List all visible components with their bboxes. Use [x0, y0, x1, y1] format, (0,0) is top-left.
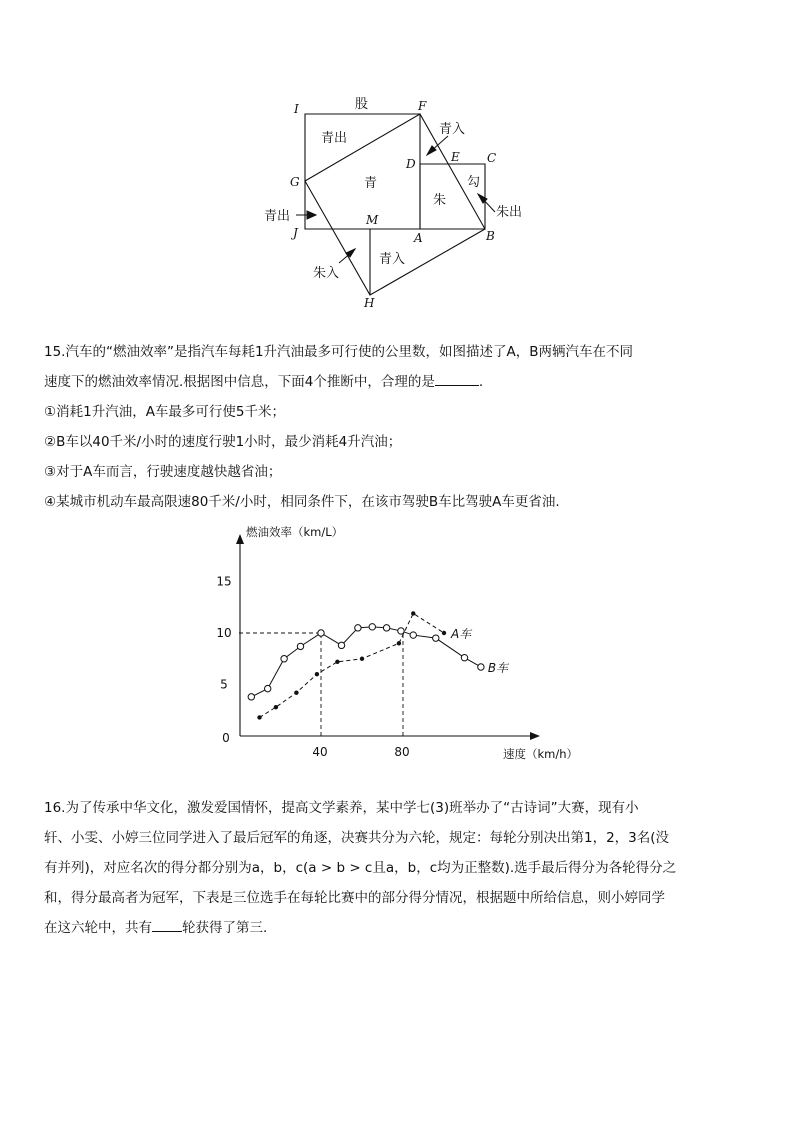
data-point: [281, 656, 287, 662]
y-tick-label: 15: [216, 574, 232, 589]
point-label-c: C: [487, 151, 497, 165]
data-point: [265, 685, 271, 691]
q15-option-3: ③对于A车而言，行驶速度越快越省油；: [44, 464, 282, 480]
point-label-h: H: [364, 296, 375, 310]
label-qingchu-top: 青出: [321, 131, 348, 146]
x-tick-label: 80: [394, 745, 410, 759]
data-point: [383, 625, 389, 631]
series-label: A车: [451, 627, 472, 641]
point-label-e: E: [451, 150, 460, 164]
y-axis-arrow: [236, 534, 244, 544]
series-line: [260, 613, 445, 717]
x-tick-label: 40: [312, 745, 328, 759]
data-point: [355, 625, 361, 631]
q16-line5: [44, 913, 744, 943]
point-label-j: J: [293, 226, 298, 240]
data-point: [398, 628, 404, 634]
q16-line4: 和，得分最高者为冠军，下表是三位选手在每轮比赛中的部分得分情况，根据题中所给信息，则小婷同学: [44, 890, 665, 906]
answer-blank[interactable]: [152, 917, 182, 932]
y-tick-label: 5: [220, 677, 228, 692]
q15-option-2: ②B车以40千米/小时的速度行驶1小时，最少消耗4升汽油；: [44, 434, 402, 450]
question-16: [44, 793, 744, 943]
q15-option-1: ①消耗1升汽油，A车最多可行使5千米；: [44, 404, 286, 420]
label-qingru-bottom: 青入: [379, 252, 406, 267]
point-label-g: G: [290, 175, 300, 189]
data-point: [297, 643, 303, 649]
y-axis-label: 燃油效率（km/L）: [246, 525, 344, 539]
data-point: [442, 631, 446, 635]
data-point: [335, 660, 339, 664]
arrow-head: [307, 211, 316, 219]
series-label: B车: [487, 660, 509, 675]
data-point: [315, 672, 319, 676]
origin-label: 0: [222, 731, 230, 745]
point-label-m: M: [366, 213, 379, 227]
label-zhuru: 朱入: [313, 266, 340, 281]
x-axis-arrow: [530, 732, 540, 740]
q15-option-4: ④某城市机动车最高限速80千米/小时，相同条件下，在该市驾驶B车比驾驶A车更省油.: [44, 494, 560, 510]
label-zhu: 朱: [433, 193, 447, 208]
q15-stem-line2-end: .: [478, 374, 484, 390]
q15-stem-line2-text: 速度下的燃油效率情况.根据图中信息，下面4个推断中，合理的是: [44, 374, 435, 390]
data-point: [248, 694, 254, 700]
data-point: [360, 657, 364, 661]
data-point: [397, 641, 401, 645]
point-label-f: F: [418, 99, 427, 113]
data-point: [257, 715, 261, 719]
point-label-i: I: [294, 102, 299, 116]
data-point: [433, 635, 439, 641]
label-qingchu-left: 青出: [264, 209, 291, 224]
data-point: [274, 705, 278, 709]
label-gu: 股: [355, 97, 369, 112]
label-gou: 勾: [467, 175, 481, 190]
point-label-a: A: [414, 231, 423, 245]
data-point: [294, 691, 298, 695]
data-point: [338, 642, 344, 648]
q15-stem-line1: 15.汽车的“燃油效率”是指汽车每耗1升汽油最多可行使的公里数，如图描述了A，B两辆汽车在不同: [44, 344, 634, 360]
square-dcba: [420, 164, 485, 229]
data-point: [478, 664, 484, 670]
q16-line5-text: 在这六轮中，共有: [44, 920, 152, 936]
geometry-figure: [0, 0, 794, 320]
q16-line3: 有并列)，对应名次的得分都分别为a，b，c(a > b > c且a，b，c均为正整数).选手最后得分为各轮得分之: [44, 860, 677, 876]
label-qing: 青: [364, 176, 378, 191]
q15-stem-line2: [44, 367, 744, 397]
data-point: [410, 632, 416, 638]
fuel-efficiency-chart: [0, 520, 794, 780]
question-15: [44, 337, 744, 517]
label-zhuchu: 朱出: [496, 205, 523, 220]
q16-line2: 轩、小雯、小婷三位同学进入了最后冠军的角逐，决赛共分为六轮，规定：每轮分别决出第1，2，3名(没: [44, 830, 670, 846]
point-label-d: D: [406, 157, 416, 171]
q16-line1: 16.为了传承中华文化，激发爱国情怀，提高文学素养，某中学七(3)班举办了“古诗词”大赛，现有小: [44, 800, 639, 816]
point-label-b: B: [486, 229, 495, 243]
label-qingru-right: 青入: [439, 122, 466, 137]
q16-line5-end: 轮获得了第三.: [182, 920, 268, 936]
answer-blank[interactable]: [435, 371, 479, 386]
data-point: [369, 624, 375, 630]
data-point: [461, 655, 467, 661]
data-point: [318, 630, 324, 636]
y-tick-label: 10: [216, 626, 232, 640]
x-axis-label: 速度（km/h）: [503, 747, 579, 761]
data-point: [411, 611, 415, 615]
